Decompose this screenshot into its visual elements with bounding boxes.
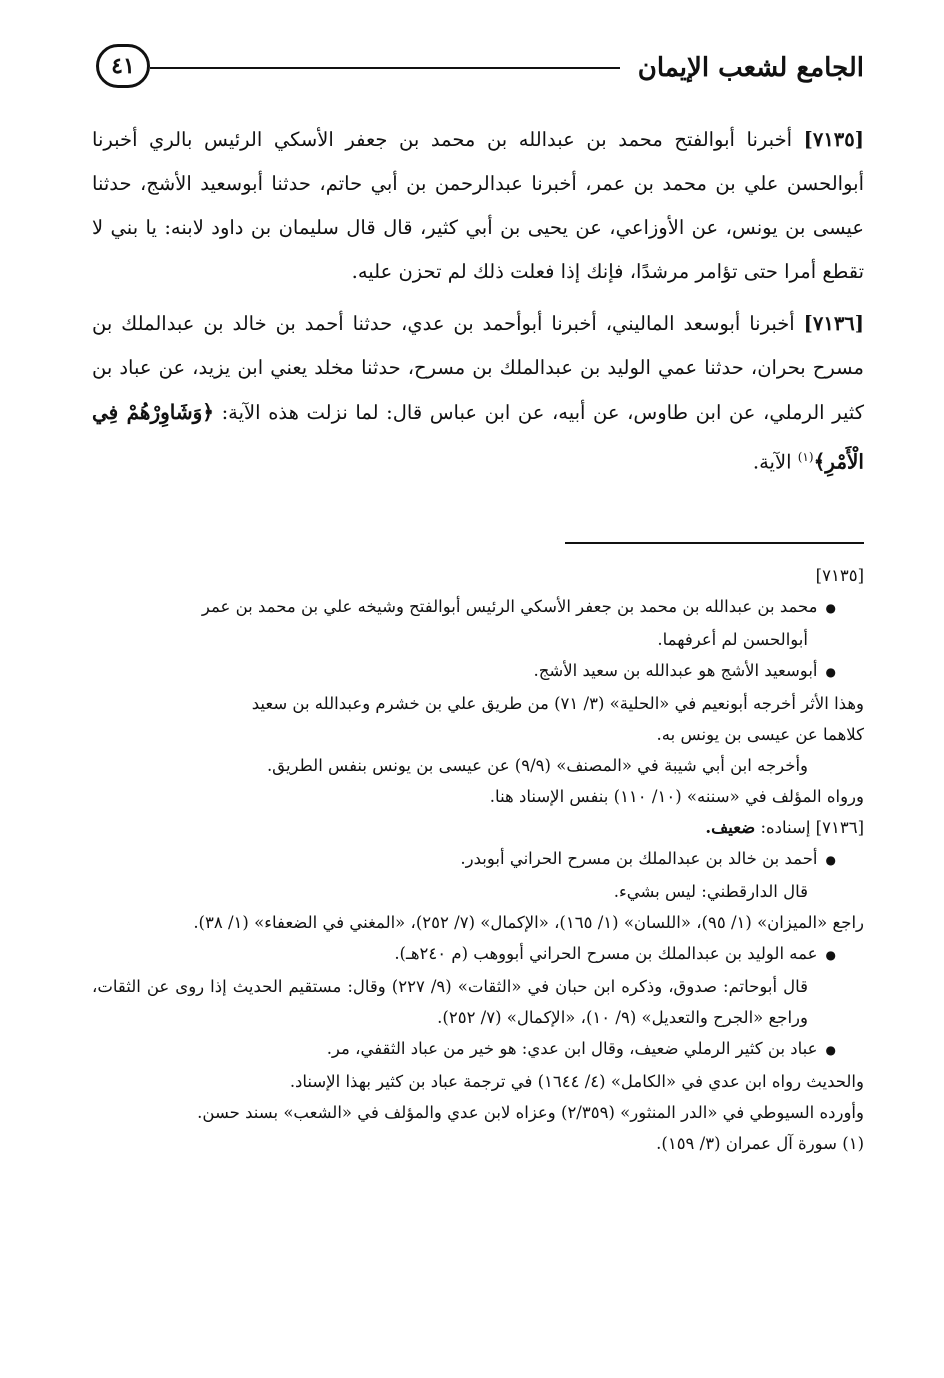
hadith-7136 [92, 302, 864, 485]
header-rule [150, 67, 620, 69]
hadith-number: [٧١٣٥] [803, 128, 864, 151]
main-text [92, 118, 864, 493]
note-text: والحديث رواه ابن عدي في «الكامل» (٤/ ١٦٤٤) في ترجمة عباد بن كثير بهذا الإسناد. [289, 1072, 864, 1091]
isnad-grade: ضعيف. [705, 818, 756, 837]
note-continuation: أبوالحسن لم أعرفهما. [657, 630, 808, 649]
footnote: (١) سورة آل عمران (٣/ ١٥٩). [656, 1134, 864, 1153]
commentary-notes [92, 560, 864, 1159]
note-bullet: ● أبوسعيد الأشج هو عبدالله بن سعيد الأشج. [92, 655, 864, 688]
hadith-7135 [92, 118, 864, 294]
footnote-divider [565, 542, 864, 544]
note-text: وأخرجه ابن أبي شيبة في «المصنف» (٩/٩) عن عيسى بن يونس بنفس الطريق. [266, 756, 808, 775]
note-text: راجع «الميزان» (١/ ٩٥)، «اللسان» (١/ ١٦٥)، «الإكمال» (٧/ ٢٥٢)، «المغني في الضعفاء» (١/ ٣٨). [193, 913, 864, 932]
note-heading-7135: [٧١٣٥] [815, 566, 864, 585]
note-bullet: ● عمه الوليد بن عبدالملك بن مسرح الحراني أبووهب (م ٢٤٠هـ). [92, 938, 864, 971]
note-bullet: ● عباد بن كثير الرملي ضعيف، وقال ابن عدي: هو خير من عباد الثقفي، مر. [92, 1033, 864, 1066]
note-text: وأورده السيوطي في «الدر المنثور» (٢/٣٥٩) وعزاه لابن عدي والمؤلف في «الشعب» بسند حسن. [197, 1103, 864, 1122]
page-number-badge: ٤١ [96, 44, 150, 88]
note-heading-label: [٧١٣٦] إسناده: [760, 818, 864, 837]
note-bullet: ● أحمد بن خالد بن عبدالملك بن مسرح الحراني أبوبدر. [92, 843, 864, 876]
hadith-text: أخبرنا أبوالفتح محمد بن عبدالله بن محمد بن جعفر الأسكي الرئيس بالري أخبرنا أبوالحسن علي بن محمد بن عمر، أخبرنا عبدالرحمن بن أبي حاتم، حدثنا أبوسعيد الأشج، حدثنا عيسى بن يونس، عن الأوزاعي، عن يحيى بن أبي كثير، قال قال سليمان بن داود لابنه: يا بني لا تقطع أمرا حتى تؤامر مرشدًا، فإنك إذا فعلت ذلك لم تحزن عليه. [92, 128, 864, 283]
footnote-marker: (١) [797, 450, 814, 464]
note-sub: قال الدارقطني: ليس بشيء. [613, 882, 808, 901]
verse-end: الآية. [752, 450, 792, 474]
hadith-text: أخبرنا أبوسعد الماليني، أخبرنا أبوأحمد بن عدي، حدثنا أحمد بن خالد بن عبدالملك بن مسرح بحران، حدثنا عمي الوليد بن عبدالملك بن مسرح، حدثنا مخلد يعني ابن يزيد، عن عباد بن كثير الرملي، عن ابن طاوس، عن أبيه، عن ابن عباس قال: لما نزلت هذه الآية: [92, 312, 864, 424]
note-text: وهذا الأثر أخرجه أبونعيم في «الحلية» (٣/ ٧١) من طريق علي بن خشرم وعبدالله بن سعيد [251, 694, 864, 713]
note-text: ورواه المؤلف في «سننه» (١٠/ ١١٠) بنفس الإسناد هنا. [489, 787, 864, 806]
note-bullet: ● محمد بن عبدالله بن محمد بن جعفر الأسكي الرئيس أبوالفتح وشيخه علي بن محمد بن عمر [92, 591, 864, 624]
note-heading-7136 [92, 812, 864, 843]
hadith-number: [٧١٣٦] [803, 312, 865, 335]
note-text: كلاهما عن عيسى بن يونس به. [656, 725, 864, 744]
running-header-title: الجامع لشعب الإيمان [637, 53, 864, 83]
quran-verse: ﴿وَشَاوِرْهُمْ فِي الْأَمْرِ﴾ [92, 400, 864, 474]
note-sub: قال أبوحاتم: صدوق، وذكره ابن حبان في «الثقات» (٩/ ٢٢٧) وقال: مستقيم الحديث إذا روى عن الثقات، وراجع «الجرح والتعديل» (٩/ ١٠)، «الإكمال» (٧/ ٢٥٢). [92, 977, 808, 1027]
